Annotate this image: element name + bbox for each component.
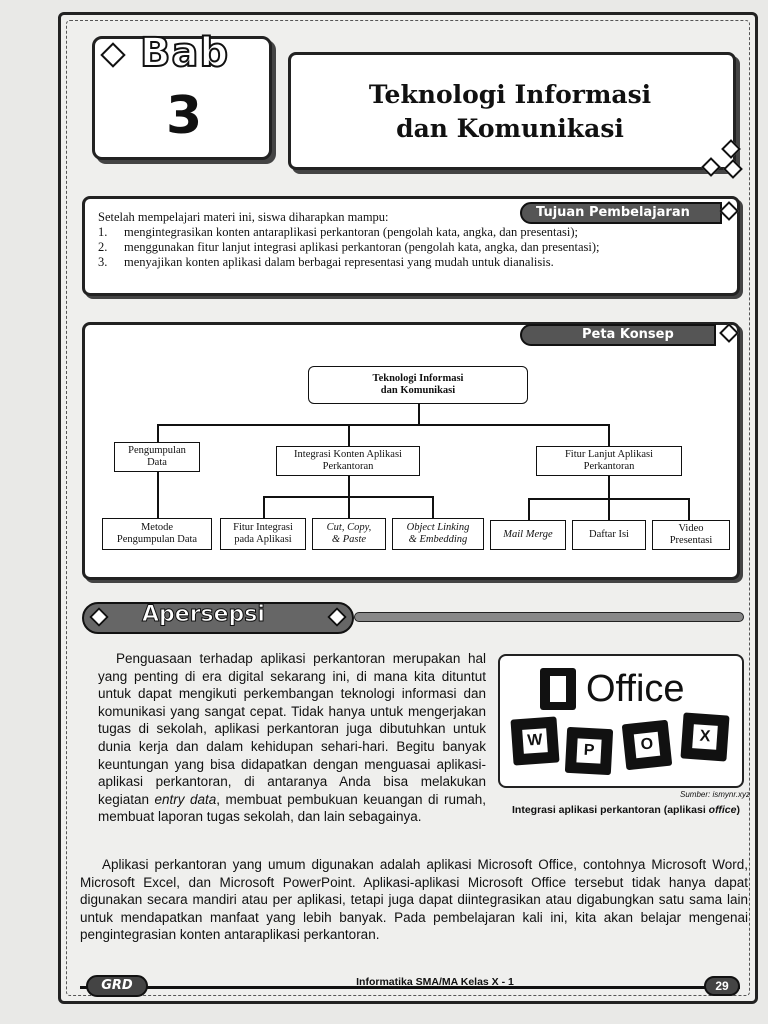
concept-node-fitur-lanjut: Fitur Lanjut Aplikasi Perkantoran [536, 446, 682, 476]
list-item [98, 255, 728, 270]
outlook-app-icon [622, 720, 673, 771]
footer-book-title: Informatika SMA/MA Kelas X - 1 [356, 976, 514, 988]
list-number: 3. [98, 255, 108, 269]
learning-objectives-tag: Tujuan Pembelajaran [520, 202, 722, 224]
tile-letter: P [576, 738, 601, 763]
tile-letter: O [634, 732, 660, 758]
apersepsi-paragraph-1 [98, 650, 486, 826]
caption-emphasis: office [708, 804, 737, 816]
connector-line [418, 404, 420, 424]
connector-line [348, 496, 350, 518]
objectives-intro: Setelah mempelajari materi ini, siswa diharapkan mampu: [98, 210, 389, 224]
publisher-badge: GRD [86, 975, 148, 997]
apersepsi-heading: Apersepsi [142, 602, 265, 627]
list-number: 1. [98, 225, 108, 239]
paragraph-text: Penguasaan terhadap aplikasi perkantoran merupakan hal yang penting di era digital sekarang ini, di mana kita dituntut untuk dapat mengikuti perkembangan teknologi informasi dan komunikasi yang sangat cepat. Tidak hanya untuk mengerjakan tugas di sekolah, aplikasi perkantoran juga dibutuhkan untuk dunia kerja dan dalam kehidupan sehari-hari. Begitu banyak keuntungan yang bisa didapatkan dengan menguasai aplikasi-aplikasi perkantoran, di antaranya Anda bisa melakukan kegiatan [98, 651, 486, 807]
office-logo-icon [540, 668, 576, 710]
office-logo-text: Office [586, 668, 685, 710]
excel-app-icon [680, 712, 729, 761]
caption-text: ) [736, 804, 740, 816]
apersepsi-paragraph-2: Aplikasi perkantoran yang umum digunakan adalah aplikasi Microsoft Office, contohnya Microsoft Word, Microsoft Excel, dan Microsoft PowerPoint. Aplikasi-aplikasi Microsoft Office tersebut tidak hanya dapat digunakan secara mandiri atau per aplikasi, tetapi juga dapat diintegrasikan atau digabungkan satu sama lain untuk mendapatkan manfaat yang lebih banyak. Pada pembelajaran kali ini, kita akan belajar mengenai pengintegrasian konten antaraplikasi perkantoran. [80, 857, 748, 943]
concept-node-mail-merge: Mail Merge [490, 520, 566, 550]
connector-line [157, 424, 159, 442]
connector-line [157, 472, 159, 518]
list-item [98, 240, 728, 255]
list-text: menyajikan konten aplikasi dalam berbagai representasi yang mudah untuk dianalisis. [124, 255, 554, 269]
concept-node-fitur-integrasi: Fitur Integrasi pada Aplikasi [220, 518, 306, 550]
concept-node-ole: Object Linking & Embedding [392, 518, 484, 550]
chapter-number: 3 [166, 86, 203, 146]
concept-node-integrasi-konten: Integrasi Konten Aplikasi Perkantoran [276, 446, 420, 476]
connector-line [608, 424, 610, 446]
concept-node-cut-copy-paste: Cut, Copy, & Paste [312, 518, 386, 550]
connector-line [348, 476, 350, 496]
learning-objectives-text [98, 210, 728, 270]
paragraph-text: , membuat pembukuan keuangan di rumah, membuat laporan tugas sekolah, dan lain sebagainya. [98, 791, 487, 825]
concept-root: Teknologi Informasi dan Komunikasi [308, 366, 528, 404]
list-text: mengintegrasikan konten antaraplikasi perkantoran (pengolah kata, angka, dan presentasi); [124, 225, 578, 239]
concept-node-daftar-isi: Daftar Isi [572, 520, 646, 550]
connector-line [608, 476, 610, 498]
page-number: 29 [704, 976, 740, 996]
tile-letter: W [522, 728, 548, 754]
connector-line [157, 424, 609, 426]
list-item [98, 225, 728, 240]
chapter-title [300, 78, 720, 146]
connector-line [263, 496, 265, 518]
concept-node-metode: Metode Pengumpulan Data [102, 518, 212, 550]
list-number: 2. [98, 240, 108, 254]
connector-line [528, 498, 530, 520]
connector-line [688, 498, 690, 520]
decorative-rail [354, 612, 744, 622]
chapter-title-line1: Teknologi Informasi [368, 80, 652, 109]
tile-letter: X [692, 724, 718, 750]
concept-node-video-presentasi: Video Presentasi [652, 520, 730, 550]
figure-source: Sumber: ismynr.xyz [680, 790, 750, 799]
connector-line [348, 424, 350, 446]
list-text: menggunakan fitur lanjut integrasi aplikasi perkantoran (pengolah kata, angka, dan presentasi); [124, 240, 600, 254]
concept-node-pengumpulan-data: Pengumpulan Data [114, 442, 200, 472]
caption-text: Integrasi aplikasi perkantoran (aplikasi [512, 804, 709, 816]
chapter-title-line2: dan Komunikasi [396, 114, 624, 143]
paragraph-emphasis: entry data [154, 791, 217, 807]
concept-map-tag: Peta Konsep [520, 324, 716, 346]
chapter-label: Bab [140, 30, 230, 76]
connector-line [432, 496, 434, 518]
powerpoint-app-icon [565, 727, 613, 775]
word-app-icon [510, 716, 559, 765]
figure-caption [506, 804, 746, 816]
connector-line [608, 498, 610, 520]
